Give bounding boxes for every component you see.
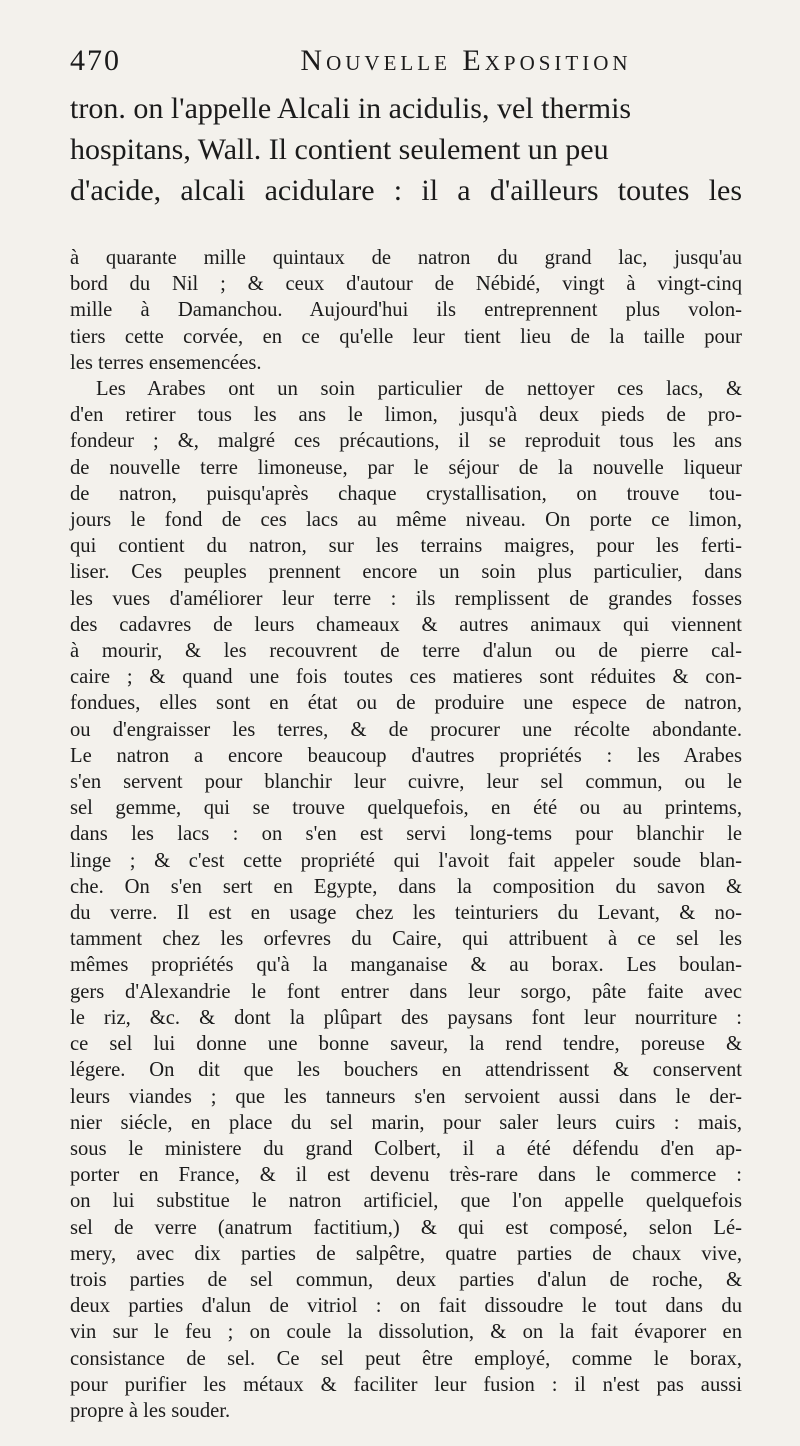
- text-line: on lui substitue le natron artificiel, que l'on appelle quelquefois: [70, 1190, 742, 1213]
- text-line: dans les lacs : on s'en est servi long-tems pour blanchir le: [70, 823, 742, 846]
- intro-line-3: d'acide, alcali acidulare : il a d'ailleurs toutes les: [70, 174, 742, 207]
- text-line: d'en retirer tous les ans le limon, jusqu'à deux pieds de pro-: [70, 404, 742, 427]
- text-line: tiers cette corvée, en ce qu'elle leur tient lieu de la taille pour: [70, 325, 742, 348]
- text-line: deux parties d'alun de vitriol : on fait dissoudre le tout dans du: [70, 1295, 742, 1318]
- text-line: sous le ministere du grand Colbert, il a été défendu d'en ap-: [70, 1137, 742, 1160]
- text-line: pour purifier les métaux & faciliter leur fusion : il n'est pas aussi: [70, 1373, 742, 1396]
- text-line: linge ; & c'est cette propriété qui l'avoit fait appeler soude blan-: [70, 849, 742, 872]
- text-line: liser. Ces peuples prennent encore un soin plus particulier, dans: [70, 561, 742, 584]
- intro-paragraph: [70, 88, 742, 211]
- text-line: les terres ensemencées.: [70, 351, 262, 374]
- text-line: de nouvelle terre limoneuse, par le séjour de la nouvelle liqueur: [70, 456, 742, 479]
- text-line: s'en servent pour blanchir leur cuivre, leur sel commun, ou le: [70, 771, 742, 794]
- text-line: sel gemme, qui se trouve quelquefois, en été ou au printems,: [70, 797, 742, 820]
- text-line: fondues, elles sont en état ou de produire une espece de natron,: [70, 692, 742, 715]
- text-line: jours le fond de ces lacs au même niveau. On porte ce limon,: [70, 509, 742, 532]
- text-line: Les Arabes ont un soin particulier de nettoyer ces lacs, &: [96, 378, 742, 401]
- text-line: fondeur ; &, malgré ces précautions, il se reproduit tous les ans: [70, 430, 742, 453]
- intro-line: [70, 129, 742, 170]
- text-line: bord du Nil ; & ceux d'autour de Nébidé, vingt à vingt-cinq: [70, 273, 742, 296]
- text-line: mery, avec dix parties de salpêtre, quatre parties de chaux vive,: [70, 1242, 742, 1265]
- body-text: [70, 245, 742, 1424]
- text-line: à quarante mille quintaux de natron du grand lac, jusqu'au: [70, 247, 742, 269]
- text-line: tamment chez les orfevres du Caire, qui attribuent à ce sel les: [70, 928, 742, 951]
- text-line: des cadavres de leurs chameaux & autres animaux qui viennent: [70, 613, 742, 636]
- text-line: gers d'Alexandrie le font entrer dans leur sorgo, pâte faite avec: [70, 980, 742, 1003]
- text-line: che. On s'en sert en Egypte, dans la composition du savon &: [70, 875, 742, 898]
- running-head: [70, 44, 742, 88]
- text-line: caire ; & quand une fois toutes ces matieres sont réduites & con-: [70, 666, 742, 689]
- text-line: à mourir, & les recouvrent de terre d'alun ou de pierre cal-: [70, 640, 742, 663]
- text-line: de natron, puisqu'après chaque crystallisation, on trouve tou-: [70, 482, 742, 505]
- text-line: consistance de sel. Ce sel peut être employé, comme le borax,: [70, 1347, 742, 1370]
- text-line: ce sel lui donne une bonne saveur, la rend tendre, poreuse &: [70, 1033, 742, 1056]
- text-line: Le natron a encore beaucoup d'autres propriétés : les Arabes: [70, 744, 742, 767]
- text-line: mille à Damanchou. Aujourd'hui ils entreprennent plus volon-: [70, 299, 742, 322]
- intro-line: [70, 170, 742, 211]
- text-line: qui contient du natron, sur les terrains maigres, pour les ferti-: [70, 535, 742, 558]
- text-line: vin sur le feu ; on coule la dissolution, & on la fait évaporer en: [70, 1321, 742, 1344]
- text-line: trois parties de sel commun, deux parties d'alun de roche, &: [70, 1268, 742, 1291]
- text-line: légere. On dit que les bouchers en attendrissent & conservent: [70, 1059, 742, 1082]
- text-line: leurs viandes ; que les tanneurs s'en servoient aussi dans le der-: [70, 1085, 742, 1108]
- page-number: 470: [70, 44, 121, 77]
- text-line: propre à les souder.: [70, 1399, 231, 1422]
- intro-line: [70, 88, 742, 129]
- intro-line-1: tron. on l'appelle Alcali in acidulis, vel thermis: [70, 92, 632, 125]
- text-line: mêmes propriétés qu'à la manganaise & au borax. Les boulan-: [70, 954, 742, 977]
- text-line: les vues d'améliorer leur terre : ils remplissent de grandes fosses: [70, 587, 742, 610]
- text-line: ou d'engraisser les terres, & de procurer une récolte abondante.: [70, 718, 742, 741]
- text-line: du verre. Il est en usage chez les teinturiers du Levant, & no-: [70, 902, 742, 925]
- intro-line-2: hospitans, Wall. Il contient seulement un peu: [70, 133, 609, 166]
- text-line: porter en France, & il est devenu très-rare dans le commerce :: [70, 1164, 742, 1187]
- text-line: le riz, &c. & dont la plûpart des paysans font leur nourriture :: [70, 1006, 742, 1029]
- text-line: sel de verre (anatrum factitium,) & qui est composé, selon Lé-: [70, 1216, 742, 1239]
- text-line: nier siécle, en place du sel marin, pour saler leurs cuirs : mais,: [70, 1111, 742, 1134]
- running-title: Nouvelle Exposition: [300, 44, 632, 77]
